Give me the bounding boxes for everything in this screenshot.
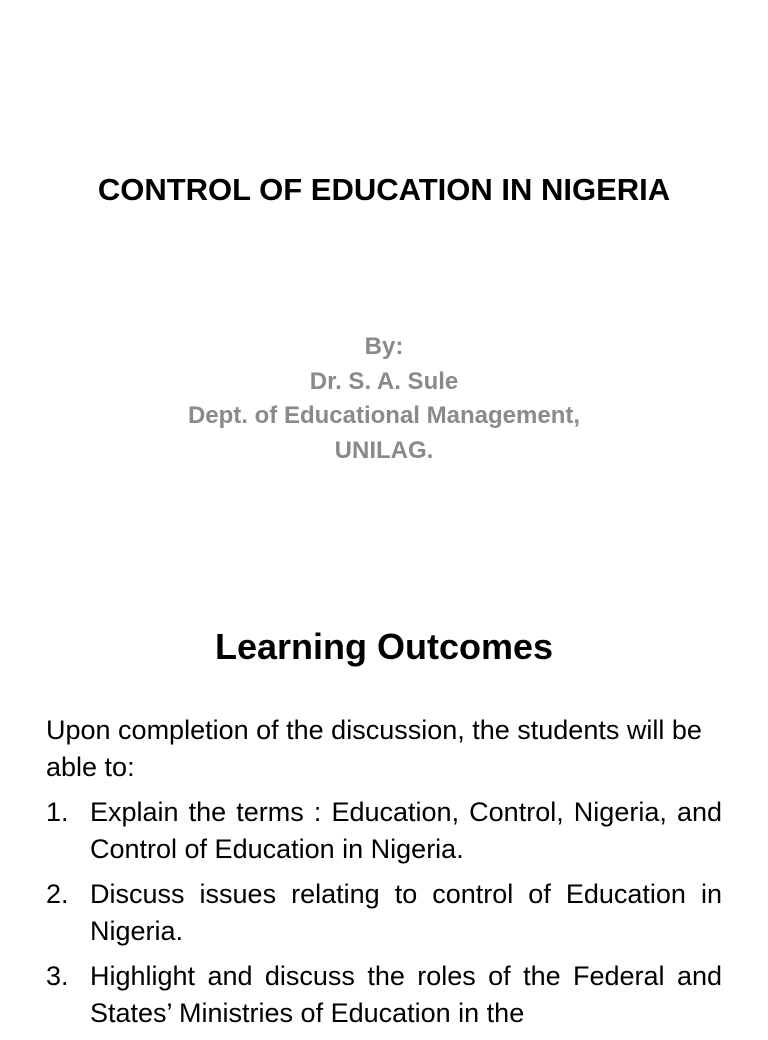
author-byline	[60, 330, 708, 468]
list-item	[46, 876, 722, 950]
byline-department: Dept. of Educational Management,	[187, 402, 581, 429]
presentation-title: CONTROL OF EDUCATION IN NIGERIA	[97, 172, 671, 207]
learning-outcomes-slide	[0, 576, 768, 1028]
item-number: 3.	[46, 961, 69, 991]
item-number: 1.	[46, 797, 69, 827]
intro-text: Upon completion of the discussion, the students will be able to:	[46, 715, 702, 782]
byline-author: Dr. S. A. Sule	[309, 367, 459, 395]
item-text: Discuss issues relating to control of Education in Nigeria.	[90, 879, 722, 946]
outcomes-list	[46, 794, 722, 1040]
list-item	[46, 958, 722, 1032]
item-number: 2.	[46, 879, 69, 909]
item-text: Explain the terms : Education, Control, Nigeria, and Control of Education in Nigeria.	[90, 797, 722, 864]
slide-heading: Learning Outcomes	[214, 626, 554, 667]
byline-by: By:	[364, 333, 404, 360]
item-text: Highlight and discuss the roles of the Federal and States’ Ministries of Education in the	[90, 961, 722, 1028]
byline-institution: UNILAG.	[334, 436, 434, 464]
list-item	[46, 794, 722, 868]
